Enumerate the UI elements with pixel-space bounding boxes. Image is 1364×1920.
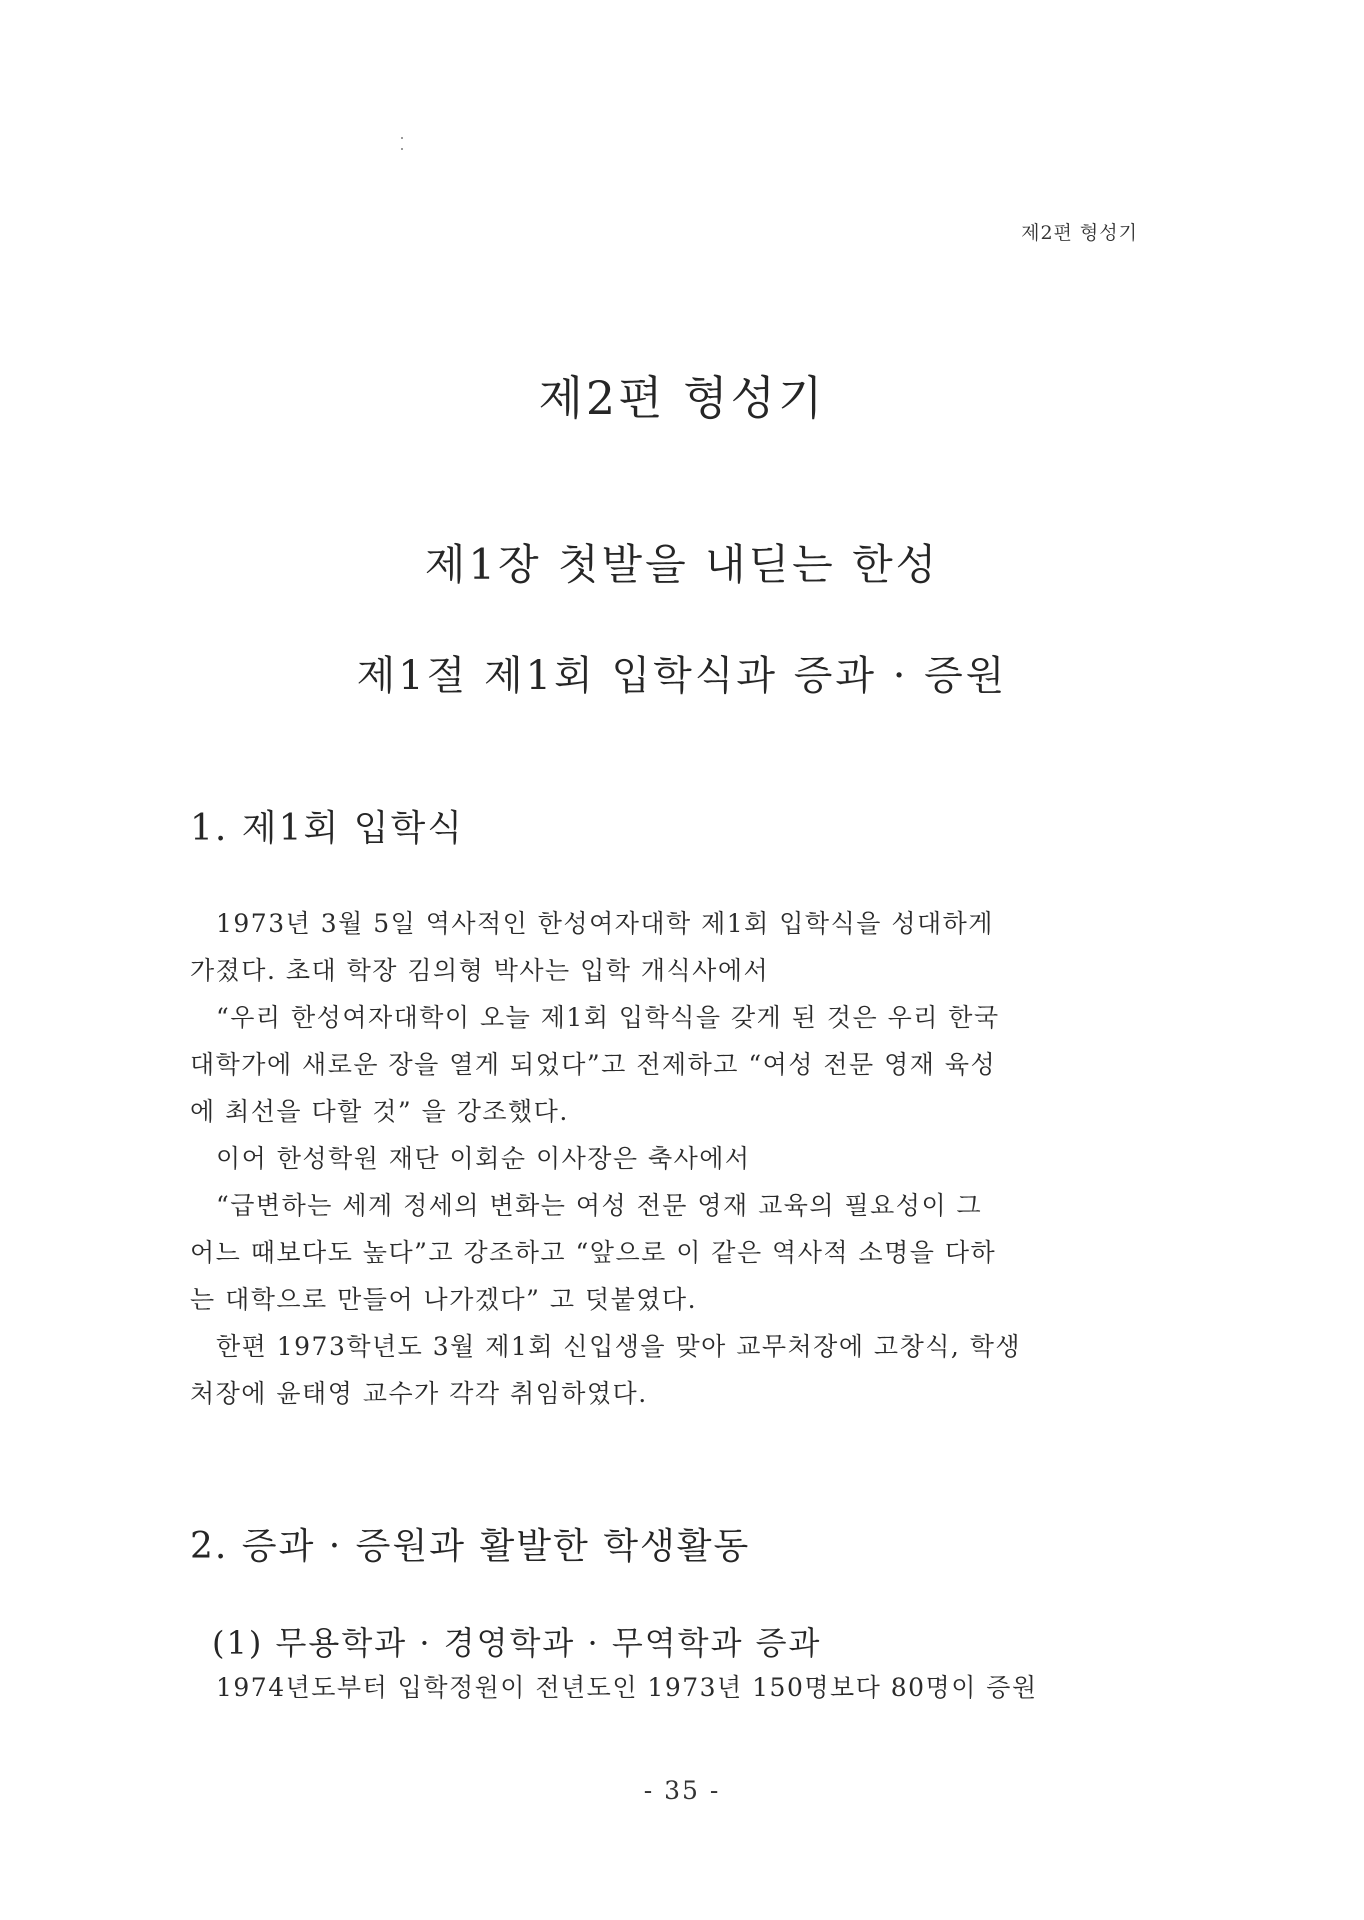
body-line: 처장에 윤태영 교수가 각각 취임하였다. xyxy=(190,1379,648,1408)
page-number: - 35 - xyxy=(643,1776,721,1805)
body-line: 이어 한성학원 재단 이회순 이사장은 축사에서 xyxy=(216,1144,751,1173)
body-line: “급변하는 세계 정세의 변화는 여성 전문 영재 교육의 필요성이 그 xyxy=(216,1191,983,1220)
scan-speck xyxy=(401,148,403,150)
body-line: “우리 한성여자대학이 오늘 제1회 입학식을 갖게 된 것은 우리 한국 xyxy=(216,1003,1000,1032)
body-text-block-1 xyxy=(190,900,1150,1417)
section-title: 제1절 제1회 입학식과 증과 · 증원 xyxy=(356,653,1008,699)
scan-speck xyxy=(401,137,403,139)
body-line: 한편 1973학년도 3월 제1회 신입생을 맞아 교무처장에 고창식, 학생 xyxy=(216,1332,1022,1361)
body-line: 어느 때보다도 높다”고 강조하고 “앞으로 이 같은 역사적 소명을 다하 xyxy=(190,1238,997,1267)
chapter-title: 제1장 첫발을 내딛는 한성 xyxy=(424,540,940,589)
subsection-heading-1: 1. 제1회 입학식 xyxy=(190,808,465,849)
body-line: 대학가에 새로운 장을 열게 되었다”고 전제하고 “여성 전문 영재 육성 xyxy=(190,1050,997,1079)
body-line: 1973년 3월 5일 역사적인 한성여자대학 제1회 입학식을 성대하게 xyxy=(216,909,994,938)
part-title: 제2편 형성기 xyxy=(538,371,826,425)
body-line: 는 대학으로 만들어 나가겠다” 고 덧붙였다. xyxy=(190,1285,698,1314)
subsection-heading-2: 2. 증과 · 증원과 활발한 학생활동 xyxy=(190,1526,751,1567)
body-line: 1974년도부터 입학정원이 전년도인 1973년 150명보다 80명이 증원 xyxy=(216,1673,1038,1702)
sub-subsection-heading: (1) 무용학과 · 경영학과 · 무역학과 증과 xyxy=(212,1624,822,1662)
running-header: 제2편 형성기 xyxy=(1021,222,1138,244)
body-line: 가졌다. 초대 학장 김의형 박사는 입학 개식사에서 xyxy=(190,956,770,985)
body-text-block-2 xyxy=(190,1664,1150,1711)
body-line: 에 최선을 다할 것” 을 강조했다. xyxy=(190,1097,569,1126)
